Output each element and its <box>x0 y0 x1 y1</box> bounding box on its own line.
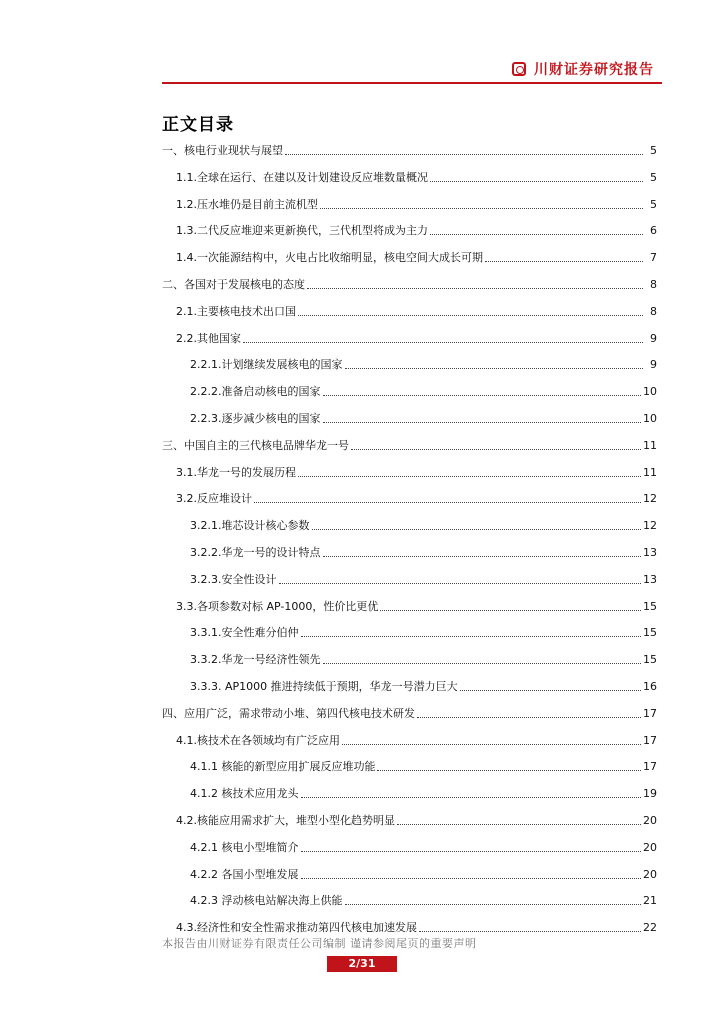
toc-entry[interactable] <box>190 381 657 399</box>
toc-entry-page: 15 <box>643 653 657 667</box>
toc-entry-label: 2.2.1.计划继续发展核电的国家 <box>190 358 343 372</box>
toc-entry-label: 3.2.3.安全性设计 <box>190 572 277 586</box>
toc-entry-page: 10 <box>643 412 657 425</box>
toc-entry-label: 3.2.反应堆设计 <box>176 492 252 506</box>
toc-entry[interactable] <box>176 220 657 238</box>
dot-leader <box>419 931 641 932</box>
toc-entry-label: 一、核电行业现状与展望 <box>162 144 283 157</box>
dot-leader <box>342 744 641 745</box>
toc-entry-label: 2.2.3.逐步减少核电的国家 <box>190 412 321 425</box>
toc-entry[interactable] <box>176 301 657 319</box>
toc-entry-page: 17 <box>643 706 657 720</box>
toc-entry-label: 4.1.2 核技术应用龙头 <box>190 787 299 801</box>
toc-entry[interactable] <box>190 864 657 882</box>
toc-entry-label: 4.3.经济性和安全性需求推动第四代核电加速发展 <box>176 921 417 935</box>
toc-entry[interactable] <box>190 622 657 640</box>
dot-leader <box>243 342 643 343</box>
dot-leader <box>323 422 642 423</box>
toc-entry-label: 2.1.主要核电技术出口国 <box>176 304 296 318</box>
toc-entry-page: 15 <box>643 626 657 640</box>
toc-entry[interactable] <box>176 730 657 748</box>
toc-entry[interactable] <box>176 810 657 828</box>
dot-leader <box>301 797 642 798</box>
toc-entry[interactable] <box>190 890 657 908</box>
toc-entry-page: 5 <box>650 197 657 211</box>
dot-leader <box>312 529 642 530</box>
dot-leader <box>298 476 641 477</box>
toc-entry-page: 21 <box>643 894 657 908</box>
toc-entry[interactable] <box>162 140 657 158</box>
toc-entry-page: 20 <box>643 867 657 881</box>
toc-entry[interactable] <box>176 596 657 614</box>
toc-entry-label: 3.3.1.安全性难分伯仲 <box>190 626 299 640</box>
toc-entry-page: 10 <box>643 385 657 399</box>
toc-entry-label: 1.1.全球在运行、在建以及计划建设反应堆数量概况 <box>176 170 428 184</box>
toc-entry[interactable] <box>162 435 657 453</box>
toc-entry-page: 8 <box>650 278 657 291</box>
toc-entry-page: 11 <box>643 465 657 479</box>
dot-leader <box>380 610 641 611</box>
toc-entry[interactable] <box>176 488 657 506</box>
toc-entry-label: 4.2.3 浮动核电站解决海上供能 <box>190 894 343 908</box>
toc-entry-page: 9 <box>650 358 657 372</box>
toc-entry-label: 3.3.各项参数对标 AP-1000，性价比更优 <box>176 599 379 613</box>
toc-entry-page: 15 <box>643 599 657 613</box>
toc-entry-page: 8 <box>650 304 657 318</box>
toc-entry-page: 5 <box>650 170 657 184</box>
toc-entry[interactable] <box>190 649 657 667</box>
toc-entry-label: 2.2.其他国家 <box>176 331 241 345</box>
page-number-badge: 2/31 <box>327 956 397 972</box>
toc-entry[interactable] <box>190 542 657 560</box>
toc-entry-page: 19 <box>643 787 657 801</box>
dot-leader <box>430 234 643 235</box>
dot-leader <box>351 449 641 450</box>
toc-entry[interactable] <box>190 569 657 587</box>
toc-entry[interactable] <box>176 917 657 935</box>
dot-leader <box>301 878 642 879</box>
toc-entry-label: 三、中国自主的三代核电品牌华龙一号 <box>162 438 349 452</box>
toc-entry[interactable] <box>162 274 657 292</box>
toc-entry-page: 17 <box>643 760 657 774</box>
toc-entry-page: 5 <box>650 144 657 157</box>
dot-leader <box>430 181 643 182</box>
toc-entry[interactable] <box>176 247 657 265</box>
toc-entry-label: 3.1.华龙一号的发展历程 <box>176 465 296 479</box>
toc-entry-page: 16 <box>643 680 657 693</box>
toc-entry[interactable] <box>176 194 657 212</box>
toc-entry-page: 12 <box>643 492 657 506</box>
report-header <box>512 57 654 81</box>
dot-leader <box>323 663 642 664</box>
toc-entry-label: 4.2.1 核电小型堆简介 <box>190 840 299 854</box>
toc-entry-label: 3.2.2.华龙一号的设计特点 <box>190 546 321 559</box>
toc-entry-page: 7 <box>650 251 657 265</box>
toc-title: 正文目录 <box>162 115 234 135</box>
dot-leader <box>279 583 642 584</box>
dot-leader <box>397 824 641 825</box>
toc-entry-label: 4.1.核技术在各领域均有广泛应用 <box>176 733 340 747</box>
header-divider <box>162 82 662 84</box>
toc-entry[interactable] <box>176 167 657 185</box>
dot-leader <box>320 208 643 209</box>
dot-leader <box>377 770 641 771</box>
brand-logo-icon <box>512 62 526 76</box>
toc-entry-label: 4.1.1 核能的新型应用扩展反应堆功能 <box>190 760 376 774</box>
toc-entry-label: 1.4.一次能源结构中，火电占比收缩明显，核电空间大成长可期 <box>176 251 483 265</box>
footer-disclaimer: 本报告由川财证券有限责任公司编制 谨请参阅尾页的重要声明 <box>162 937 477 950</box>
toc-entry-page: 20 <box>643 840 657 854</box>
dot-leader <box>285 154 643 155</box>
toc-entry-page: 12 <box>643 519 657 533</box>
toc-entry-page: 17 <box>643 733 657 747</box>
toc-entry[interactable] <box>190 756 657 774</box>
dot-leader <box>485 261 643 262</box>
toc-entry[interactable] <box>190 515 657 533</box>
toc-entry[interactable] <box>190 408 657 426</box>
dot-leader <box>298 315 643 316</box>
toc-entry[interactable] <box>176 462 657 480</box>
toc-entry[interactable] <box>176 328 657 346</box>
toc-entry-label: 1.2.压水堆仍是目前主流机型 <box>176 197 318 211</box>
dot-leader <box>323 395 642 396</box>
dot-leader <box>460 690 641 691</box>
toc-entry-page: 13 <box>643 572 657 586</box>
dot-leader <box>254 502 641 503</box>
dot-leader <box>345 368 644 369</box>
toc-entry-page: 20 <box>643 814 657 827</box>
toc-entry-page: 6 <box>650 224 657 238</box>
toc-entry-label: 3.2.1.堆芯设计核心参数 <box>190 519 310 533</box>
dot-leader <box>345 904 642 905</box>
toc-entry-page: 9 <box>650 331 657 345</box>
dot-leader <box>417 717 641 718</box>
dot-leader <box>323 556 642 557</box>
brand-title: 川财证券研究报告 <box>534 62 654 78</box>
toc-entry-label: 四、应用广泛，需求带动小堆、第四代核电技术研发 <box>162 706 415 720</box>
dot-leader <box>301 636 642 637</box>
toc-entry[interactable] <box>190 783 657 801</box>
toc-entry[interactable] <box>190 354 657 372</box>
toc-entry-label: 4.2.核能应用需求扩大，堆型小型化趋势明显 <box>176 814 395 827</box>
toc-entry-label: 二、各国对于发展核电的态度 <box>162 278 305 291</box>
toc-entry-page: 11 <box>643 438 657 452</box>
toc-entry-page: 13 <box>643 546 657 559</box>
toc-entry-label: 3.3.2.华龙一号经济性领先 <box>190 653 321 667</box>
toc-entry-label: 3.3.3. AP1000 推进持续低于预期，华龙一号潜力巨大 <box>190 680 458 693</box>
toc-entry[interactable] <box>190 676 657 694</box>
toc-entry[interactable] <box>162 703 657 721</box>
toc-entry-label: 1.3.二代反应堆迎来更新换代，三代机型将成为主力 <box>176 224 428 238</box>
dot-leader <box>307 288 643 289</box>
toc-entry-label: 4.2.2 各国小型堆发展 <box>190 867 299 881</box>
toc-entry-page: 22 <box>643 921 657 935</box>
toc-entry-label: 2.2.2.准备启动核电的国家 <box>190 385 321 399</box>
dot-leader <box>301 851 642 852</box>
toc-entry[interactable] <box>190 837 657 855</box>
